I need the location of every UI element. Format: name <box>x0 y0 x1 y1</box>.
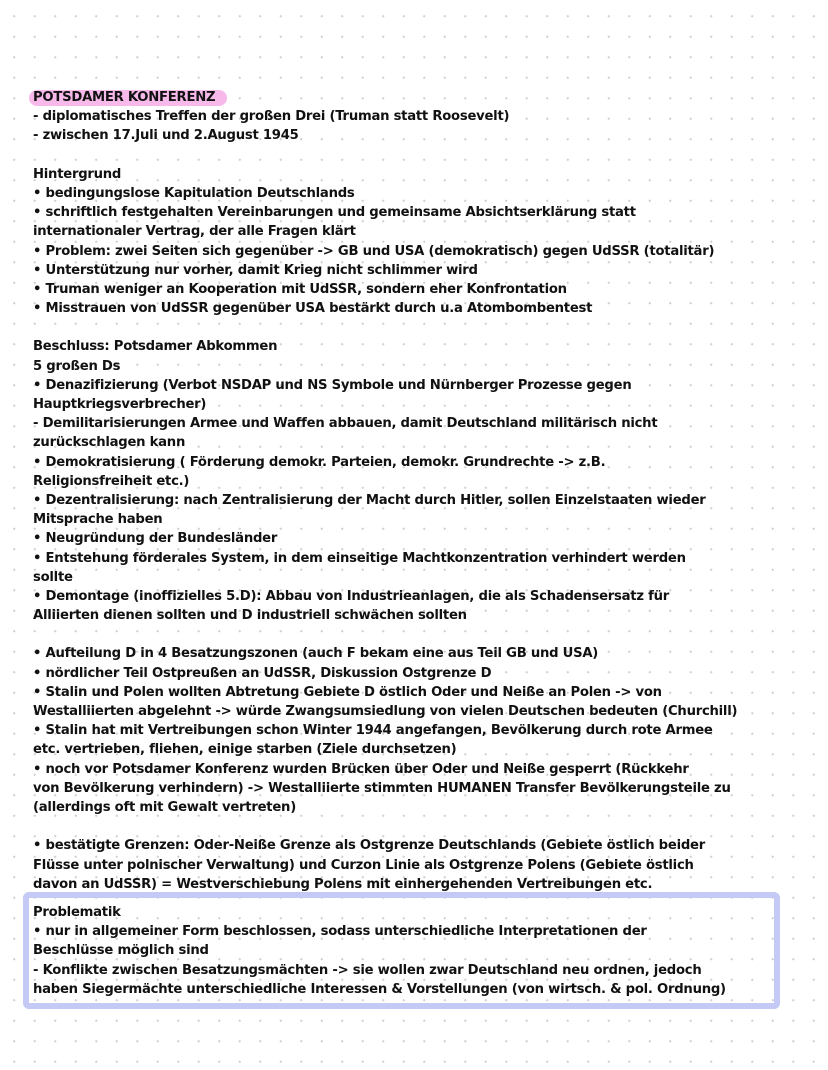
beschluss-line: • Denazifizierung (Verbot NSDAP und NS Symbole und Nürnberger Prozesse gegen <box>33 377 632 393</box>
spacer <box>33 318 793 337</box>
problematik-line: haben Siegermächte unterschiedliche Interessen & Vorstellungen (von wirtsch. & pol. Ordnung) <box>33 981 726 997</box>
beschluss-line: • Dezentralisierung: nach Zentralisierung der Macht durch Hitler, sollen Einzelstaaten wieder <box>33 492 706 508</box>
aufteilung-line: • noch vor Potsdamer Konferenz wurden Brücken über Oder und Neiße gesperrt (Rückkehr <box>33 761 689 777</box>
aufteilung-line: • Stalin und Polen wollten Abtretung Gebiete D östlich Oder und Neiße an Polen -> von <box>33 684 662 700</box>
aufteilung-line: etc. vertrieben, fliehen, einige starben (Ziele durchsetzen) <box>33 742 457 758</box>
aufteilung-line: Westalliierten abgelehnt -> würde Zwangsumsiedlung von vielen Deutschen bedeuten (Churchill) <box>33 704 738 719</box>
problematik-section <box>33 903 793 999</box>
beschluss-line: Mitsprache haben <box>33 512 163 528</box>
hintergrund-line: • Truman weniger an Kooperation mit UdSSR, sondern eher Konfrontation <box>33 281 567 297</box>
spacer <box>33 625 793 644</box>
section-heading-beschluss: Beschluss: Potsdamer Abkommen <box>33 339 278 355</box>
hintergrund-line: internationaler Vertrag, der alle Fragen klärt <box>33 224 356 240</box>
aufteilung-line: von Bevölkerung verhindern) -> Westalliierte stimmten HUMANEN Transfer Bevölkerungsteile zu <box>33 780 731 796</box>
aufteilung-line: (allerdings oft mit Gewalt vertreten) <box>33 799 296 815</box>
beschluss-line: Hauptkriegsverbrecher) <box>33 397 207 412</box>
notes-page <box>33 88 793 894</box>
hintergrund-line: • bedingungslose Kapitulation Deutschlands <box>33 185 355 201</box>
section-heading-hintergrund: Hintergrund <box>33 166 122 182</box>
grenzen-line: • bestätigte Grenzen: Oder-Neiße Grenze als Ostgrenze Deutschlands (Gebiete östlich beider <box>33 838 705 854</box>
aufteilung-line: • Aufteilung D in 4 Besatzungszonen (auch F bekam eine aus Teil GB und USA) <box>33 646 599 662</box>
problematik-line: - Konflikte zwischen Besatzungsmächten -> sie wollen zwar Deutschland neu ordnen, jedoch <box>33 962 702 978</box>
aufteilung-line: • nördlicher Teil Ostpreußen an UdSSR, Diskussion Ostgrenze D <box>33 665 492 681</box>
problematik-line: Beschlüsse möglich sind <box>33 943 209 959</box>
beschluss-subheading: 5 großen Ds <box>33 358 121 374</box>
problematik-line: • nur in allgemeiner Form beschlossen, sodass unterschiedliche Interpretationen der <box>33 924 647 940</box>
aufteilung-line: • Stalin hat mit Vertreibungen schon Winter 1944 angefangen, Bevölkerung durch rote Armee <box>33 723 713 739</box>
grenzen-line: Flüsse unter polnischer Verwaltung) und Curzon Linie als Ostgrenze Polens (Gebiete östlich <box>33 857 694 873</box>
beschluss-line: Alliierten dienen sollten und D industriell schwächen sollten <box>33 608 467 624</box>
beschluss-line: zurückschlagen kann <box>33 435 186 451</box>
beschluss-line: sollte <box>33 569 73 585</box>
intro-line: - zwischen 17.Juli und 2.August 1945 <box>33 128 299 144</box>
beschluss-line: Religionsfreiheit etc.) <box>33 473 190 489</box>
grenzen-line: davon an UdSSR) = Westverschiebung Polens mit einhergehenden Vertreibungen etc. <box>33 876 653 892</box>
spacer <box>33 817 793 836</box>
beschluss-line: • Demontage (inoffizielles 5.D): Abbau von Industrieanlagen, die als Schadensersatz für <box>33 588 670 604</box>
hintergrund-line: • Misstrauen von UdSSR gegenüber USA bestärkt durch u.a Atombombentest <box>33 301 593 317</box>
intro-line: - diplomatisches Treffen der großen Drei (Truman statt Roosevelt) <box>33 109 510 125</box>
page-title: POTSDAMER KONFERENZ <box>33 90 216 105</box>
spacer <box>33 146 793 165</box>
title-line <box>33 88 793 107</box>
beschluss-line: • Neugründung der Bundesländer <box>33 531 278 547</box>
beschluss-line: - Demilitarisierungen Armee und Waffen abbauen, damit Deutschland militärisch nicht <box>33 416 658 432</box>
beschluss-line: • Demokratisierung ( Förderung demokr. Parteien, demokr. Grundrechte -> z.B. <box>33 454 606 470</box>
hintergrund-line: • schriftlich festgehalten Vereinbarungen und gemeinsame Absichtserklärung statt <box>33 205 636 221</box>
beschluss-line: • Entstehung förderales System, in dem einseitige Machtkonzentration verhindert werden <box>33 550 686 566</box>
hintergrund-line: • Unterstützung nur vorher, damit Krieg nicht schlimmer wird <box>33 262 478 278</box>
section-heading-problematik: Problematik <box>33 905 121 920</box>
hintergrund-line: • Problem: zwei Seiten sich gegenüber -> GB und USA (demokratisch) gegen UdSSR (totalitär) <box>33 243 715 259</box>
title-wrap <box>33 88 215 107</box>
